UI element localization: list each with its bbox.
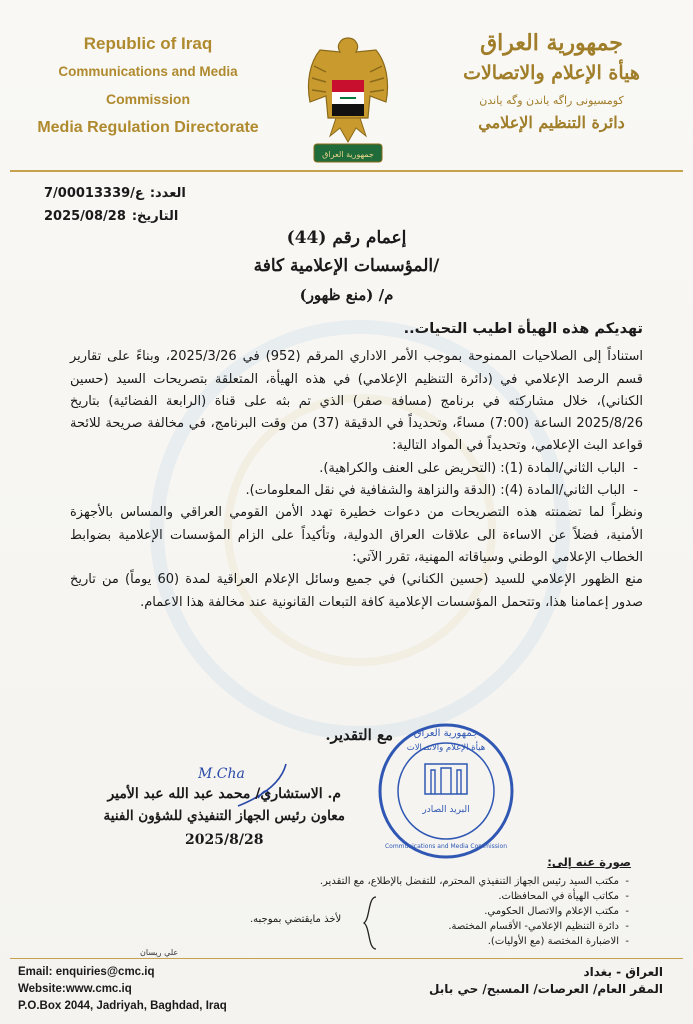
closing-regards: مع التقدير. (325, 726, 393, 744)
copies-action-note: لأخذ مايقتضي بموجبه. (250, 914, 342, 925)
en-header-line1: Republic of Iraq (83, 34, 213, 53)
subject-line: م/ (منع ظهور) (299, 286, 394, 304)
reference-date: 2025/08/28 (44, 209, 126, 224)
signer-title: معاون رئيس الجهاز التنفيذي للشؤون الفنية (103, 808, 345, 824)
footer-email: Email: enquiries@cmc.iq (18, 966, 155, 978)
circular-number: إعمام رقم (44) (286, 228, 407, 248)
footer-contact (18, 964, 227, 1015)
stamp-top-text: جمهورية العراق (413, 728, 479, 739)
emblem-banner-text: جمهورية العراق (322, 150, 374, 159)
addressee: /المؤسسات الإعلامية كافة (253, 256, 440, 276)
footer-address: P.O.Box 2044, Jadriyah, Baghdad, Iraq (18, 1000, 227, 1012)
footer-city: العراق - بغداد (583, 965, 663, 979)
violation-item: - الباب الثاني/المادة (1): (التحريض على العنف والكراهية). (70, 458, 625, 480)
ar-header-line4: دائرة التنظيم الإعلامي (478, 113, 625, 132)
reference-block (44, 186, 186, 232)
stamp-ring-text: هيأة الإعلام والاتصالات (406, 743, 486, 753)
reference-number: 7/ع/00013339 (44, 186, 144, 201)
title-block (0, 228, 693, 304)
typist-initials: علي ريسان (140, 948, 179, 957)
body-paragraph-3: منع الظهور الإعلامي للسيد (حسين الكناني) في جميع وسائل الإعلام العراقية لمدة (60 يوماً) من تاريخ صدور إعمامنا هذا، وتتحمل المؤسسات الإعلامية كافة التبعات القانونية عند مخالفة هذا الاعمام. (70, 572, 644, 610)
violations-list (70, 458, 643, 503)
copy-recipient: - مكتب الإعلام والاتصال الحكومي. (320, 904, 619, 919)
en-header-line3: Commission (105, 91, 190, 107)
copy-recipient: - مكتب السيد رئيس الجهاز التنفيذي المحترم، للتفضل بالإطلاع، مع التقدير. (320, 874, 619, 889)
iraq-eagle-emblem (300, 32, 396, 172)
signer-name: م. الاستشاري/ محمد عبد الله عبد الأمير (107, 786, 342, 802)
footer-website: Website:www.cmc.iq (18, 983, 132, 995)
header-divider (10, 170, 683, 172)
brace-mark (360, 895, 380, 951)
en-header-line4: Media Regulation Directorate (37, 119, 259, 136)
en-header-line2: Communications and Media (58, 64, 238, 79)
ar-header-line2: هيأة الإعلام والاتصالات (463, 62, 640, 84)
letter-body (70, 318, 643, 614)
signature-mark: M.Cha (198, 766, 245, 782)
english-header (8, 34, 288, 137)
signature-date: 2025/8/28 (185, 832, 264, 848)
footer-hq: المقر العام/ العرصات/ المسبح/ حي بابل (429, 982, 663, 996)
ar-header-line1: جمهورية العراق (480, 30, 623, 56)
signer-block (104, 786, 345, 848)
copies-heading: صورة عنه إلى: (547, 855, 631, 869)
stamp-center-text: البريد الصادر (422, 805, 470, 815)
footer-address-arabic (429, 964, 663, 998)
violation-item: - الباب الثاني/المادة (4): (الدقة والنزاهة والشفافية في نقل المعلومات). (70, 480, 625, 502)
greeting: تهديكم هذه الهيأة اطيب التحيات.. (403, 321, 643, 337)
copy-recipient: - مكاتب الهيأة في المحافظات. (320, 889, 619, 904)
footer-divider (10, 958, 683, 959)
body-paragraph-2: ونظراً لما تضمنته هذه التصريحات من دعوات خطيرة تهدد الأمن القومي العراقي والمساس بالأجهزة الأمنية، فضلاً عن الاساءة الى علاقات العراق الدولية، وتأكيداً على الزام المؤسسات الإعلامية بضوابط الخطاب الإعلامي الوطني وسياقاته المهنية، تقرر الآتي: (70, 505, 643, 565)
official-stamp (375, 720, 517, 862)
body-paragraph-1: استناداً إلى الصلاحيات الممنوحة بموجب الأمر الاداري المرقم (952) في 2025/3/26، وبناءً على تقارير قسم الرصد الإعلامي في (دائرة التنظيم الإعلامي) في هذه الهيأة، المتعلقة بتصريحات السيد (حسين الكناني)، خلال مشاركته في برنامج (مسافة صفر) الذي تم بثه على قناة (الرابعة الفضائية) بتاريخ 2025/8/26 الساعة (7:00) مساءً، وتحديداً في الدقيقة (37) من وقت البرنامج، في مخالفة صريحة للائحة قواعد البث الإعلامي، وتحديداً في المواد التالية: (70, 349, 643, 454)
copy-recipient: - الاضبارة المختصة (مع الأوليات). (320, 934, 619, 949)
arabic-header (424, 30, 679, 132)
copy-recipient: - دائرة التنظيم الإعلامي- الأقسام المختصة. (320, 919, 619, 934)
stamp-bottom-text: Communications and Media Commission (384, 843, 508, 850)
reference-date-label: التاريخ: (131, 209, 179, 224)
reference-number-label: العدد: (149, 186, 186, 201)
ar-header-line3: كومسيونى راگه ياندن وگه ياندن (479, 94, 624, 107)
